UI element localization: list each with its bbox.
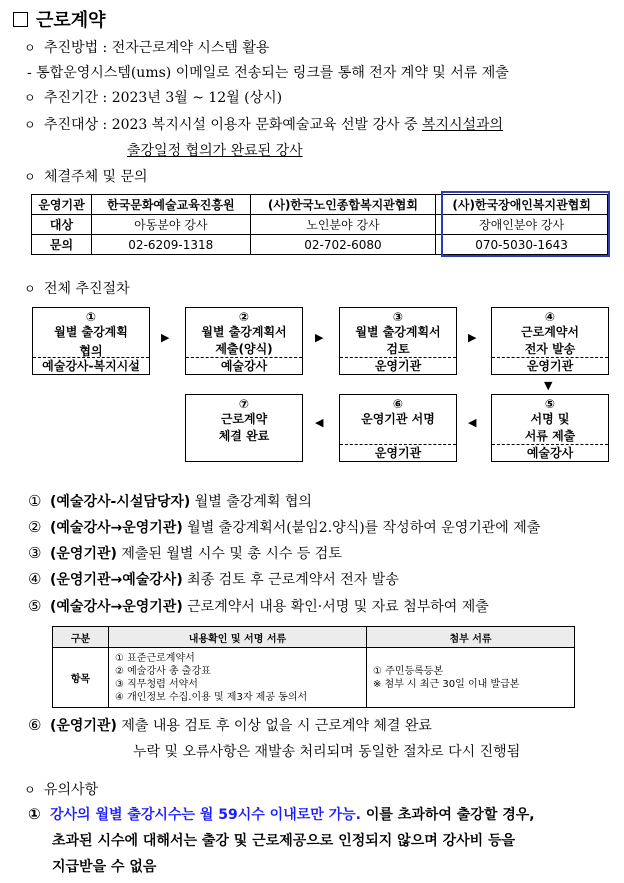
period-text: 추진기간 : 2023년 3월 ~ 12월 (상시) bbox=[44, 90, 283, 106]
step-text: 제출된 월별 시수 및 총 시수 등 검토 bbox=[116, 546, 342, 562]
process-actor: 운영기관 bbox=[340, 444, 456, 461]
method-sub-line: - 통합운영시스템(ums) 이메일로 전송되는 링크를 통해 전자 계약 및 서류 제출 bbox=[27, 65, 509, 81]
header-cell: (사)한국노인종합복지관협회 bbox=[250, 195, 436, 215]
arrow-right-icon: ▶ bbox=[468, 331, 477, 344]
process-box-6 bbox=[339, 394, 457, 462]
step-actor: (운영기관) bbox=[50, 546, 117, 562]
contact-heading-text: 체결주체 및 문의 bbox=[44, 169, 148, 185]
table-cell: 070-5030-1643 bbox=[436, 235, 608, 255]
step-1 bbox=[28, 491, 312, 511]
note-line-3: 지급받을 수 없음 bbox=[52, 859, 157, 875]
process-label: 검토 bbox=[386, 342, 410, 356]
step-text: 월별 출강계획 협의 bbox=[190, 494, 312, 510]
bullet-circle-icon: ㅇ bbox=[24, 783, 36, 797]
process-label: 제출(양식) bbox=[215, 342, 273, 356]
process-actor: 운영기관 bbox=[340, 357, 456, 374]
target-text-b: 복지시설과의 bbox=[421, 117, 504, 133]
period-line bbox=[24, 87, 282, 107]
process-num: ④ bbox=[544, 310, 556, 324]
table-row bbox=[32, 235, 608, 255]
table-cell: 02-702-6080 bbox=[250, 235, 436, 255]
list-item: ① 표준근로계약서 bbox=[115, 652, 195, 664]
note-highlight: 강사의 월별 출강시수는 월 59시수 이내로만 가능. bbox=[50, 807, 361, 823]
step-text: 월별 출강계획서(붙임2.양식)를 작성하여 운영기관에 제출 bbox=[182, 520, 541, 536]
arrow-right-icon: ▶ bbox=[315, 331, 324, 344]
process-box-3 bbox=[339, 307, 457, 375]
step-num: ⑤ bbox=[28, 597, 42, 615]
contact-table-header bbox=[32, 195, 608, 215]
step-num: ③ bbox=[28, 544, 42, 562]
bullet-circle-icon: ㅇ bbox=[24, 170, 36, 184]
process-label: 근로계약서 bbox=[521, 325, 579, 339]
bullet-circle-icon: ㅇ bbox=[24, 118, 36, 132]
documents-table-header bbox=[53, 627, 575, 648]
list-item: ※ 첨부 시 최근 30일 이내 발급본 bbox=[373, 678, 520, 690]
step-actor: (운영기관→예술강사) bbox=[50, 572, 183, 588]
list-item: ① 주민등록등본 bbox=[373, 665, 444, 677]
attach-docs-cell bbox=[367, 648, 575, 708]
row-label: 대상 bbox=[32, 215, 92, 235]
contact-heading bbox=[24, 166, 148, 186]
process-box-1-line2 bbox=[32, 307, 150, 375]
process-actor: 예술강사 bbox=[186, 357, 302, 374]
note-line-2: 초과된 시수에 대해서는 출강 및 근로제공으로 인정되지 않으며 강사비 등을 bbox=[52, 833, 516, 849]
process-heading bbox=[24, 278, 130, 298]
notes-heading bbox=[24, 779, 98, 799]
process-box-2 bbox=[185, 307, 303, 375]
arrow-left-icon: ◀ bbox=[315, 416, 324, 429]
step-6 bbox=[28, 715, 432, 735]
row-label: 문의 bbox=[32, 235, 92, 255]
step-text: 근로계약서 내용 확인·서명 및 자료 첨부하여 제출 bbox=[182, 599, 489, 615]
sign-docs-cell bbox=[109, 648, 367, 708]
bullet-circle-icon: ㅇ bbox=[24, 282, 36, 296]
table-row bbox=[32, 215, 608, 235]
contact-table bbox=[31, 194, 608, 255]
process-box-7 bbox=[185, 394, 303, 462]
process-num: ⑥ bbox=[392, 397, 404, 411]
step-num: ④ bbox=[28, 570, 42, 588]
table-cell: 장애인분야 강사 bbox=[436, 215, 608, 235]
section-title-text: 근로계약 bbox=[36, 10, 106, 31]
step-2 bbox=[28, 517, 540, 537]
arrow-right-icon: ▶ bbox=[161, 331, 170, 344]
process-label: 전자 발송 bbox=[524, 342, 576, 356]
step-actor: (예술강사→운영기관) bbox=[50, 599, 183, 615]
process-num: ⑤ bbox=[544, 397, 556, 411]
step-num: ⑥ bbox=[28, 716, 42, 734]
bullet-circle-icon: ㅇ bbox=[24, 91, 36, 105]
process-label: 운영기관 서명 bbox=[361, 412, 435, 426]
notes-heading-text: 유의사항 bbox=[44, 782, 99, 798]
header-cell: 한국문화예술교육진흥원 bbox=[92, 195, 251, 215]
process-actor: 예술강사-복지시설 bbox=[33, 357, 149, 374]
list-item: ③ 직무청렴 서약서 bbox=[115, 678, 198, 690]
step-5 bbox=[28, 596, 489, 616]
step-num: ② bbox=[28, 518, 42, 536]
table-cell: 노인분야 강사 bbox=[250, 215, 436, 235]
step-actor: (예술강사→운영기관) bbox=[50, 520, 183, 536]
list-item: ④ 개인정보 수집.이용 및 제3자 제공 동의서 bbox=[115, 691, 308, 703]
step-num: ① bbox=[28, 492, 42, 510]
step-6-sub: 누락 및 오류사항은 재발송 처리되며 동일한 절차로 다시 진행됨 bbox=[133, 744, 521, 760]
table-cell: 아동분야 강사 bbox=[92, 215, 251, 235]
process-actor: 운영기관 bbox=[492, 357, 608, 374]
step-4 bbox=[28, 569, 399, 589]
target-text-a: 추진대상 : 2023 복지시설 이용자 문화예술교육 선발 강사 중 bbox=[44, 117, 422, 133]
note-num: ① bbox=[28, 805, 41, 823]
process-num: ⑦ bbox=[238, 397, 250, 411]
process-num: ③ bbox=[392, 310, 404, 324]
header-cell: 첨부 서류 bbox=[367, 627, 575, 648]
note-text: 이를 초과하여 출강할 경우, bbox=[361, 807, 535, 823]
step-actor: (예술강사-시설담당자) bbox=[50, 494, 191, 510]
step-actor: (운영기관) bbox=[50, 718, 117, 734]
table-cell: 02-6209-1318 bbox=[92, 235, 251, 255]
note-line-1 bbox=[28, 804, 535, 824]
process-actor: 예술강사 bbox=[492, 444, 608, 461]
documents-table bbox=[52, 626, 575, 708]
bullet-circle-icon: ㅇ bbox=[24, 41, 36, 55]
target-text-c: 출강일정 협의가 완료된 강사 bbox=[127, 143, 303, 159]
step-text: 제출 내용 검토 후 이상 없을 시 근로계약 체결 완료 bbox=[116, 718, 432, 734]
process-label: 근로계약 bbox=[220, 412, 268, 426]
section-title bbox=[13, 6, 106, 32]
arrow-down-icon: ▼ bbox=[544, 379, 553, 392]
process-label: 월별 출강계획서 bbox=[355, 325, 441, 339]
step-text: 최종 검토 후 근로계약서 전자 발송 bbox=[182, 572, 399, 588]
process-label: 체결 완료 bbox=[218, 429, 270, 443]
process-label: 협의 bbox=[79, 344, 103, 358]
process-label: 서명 및 bbox=[530, 412, 570, 426]
target-line bbox=[24, 114, 503, 134]
process-label: 월별 출강계획서 bbox=[201, 325, 287, 339]
process-num: ② bbox=[238, 310, 250, 324]
list-item: ② 예술강사 총 출강표 bbox=[115, 665, 211, 677]
process-box-4 bbox=[491, 307, 609, 375]
process-num: ① bbox=[85, 310, 97, 324]
checkbox-square-icon bbox=[13, 12, 28, 27]
arrow-left-icon: ◀ bbox=[468, 416, 477, 429]
process-label: 월별 출강계획 bbox=[54, 325, 128, 339]
method-text: 추진방법 : 전자근로계약 시스템 활용 bbox=[44, 40, 270, 56]
header-cell: 운영기관 bbox=[32, 195, 92, 215]
header-cell: 내용확인 및 서명 서류 bbox=[109, 627, 367, 648]
process-heading-text: 전체 추진절차 bbox=[44, 281, 130, 297]
table-row bbox=[53, 648, 575, 708]
process-label: 서류 제출 bbox=[524, 429, 576, 443]
row-label: 항목 bbox=[53, 648, 109, 708]
process-box-5 bbox=[491, 394, 609, 462]
header-cell: (사)한국장애인복지관협회 bbox=[436, 195, 608, 215]
step-3 bbox=[28, 543, 342, 563]
header-cell: 구분 bbox=[53, 627, 109, 648]
method-line bbox=[24, 37, 269, 57]
